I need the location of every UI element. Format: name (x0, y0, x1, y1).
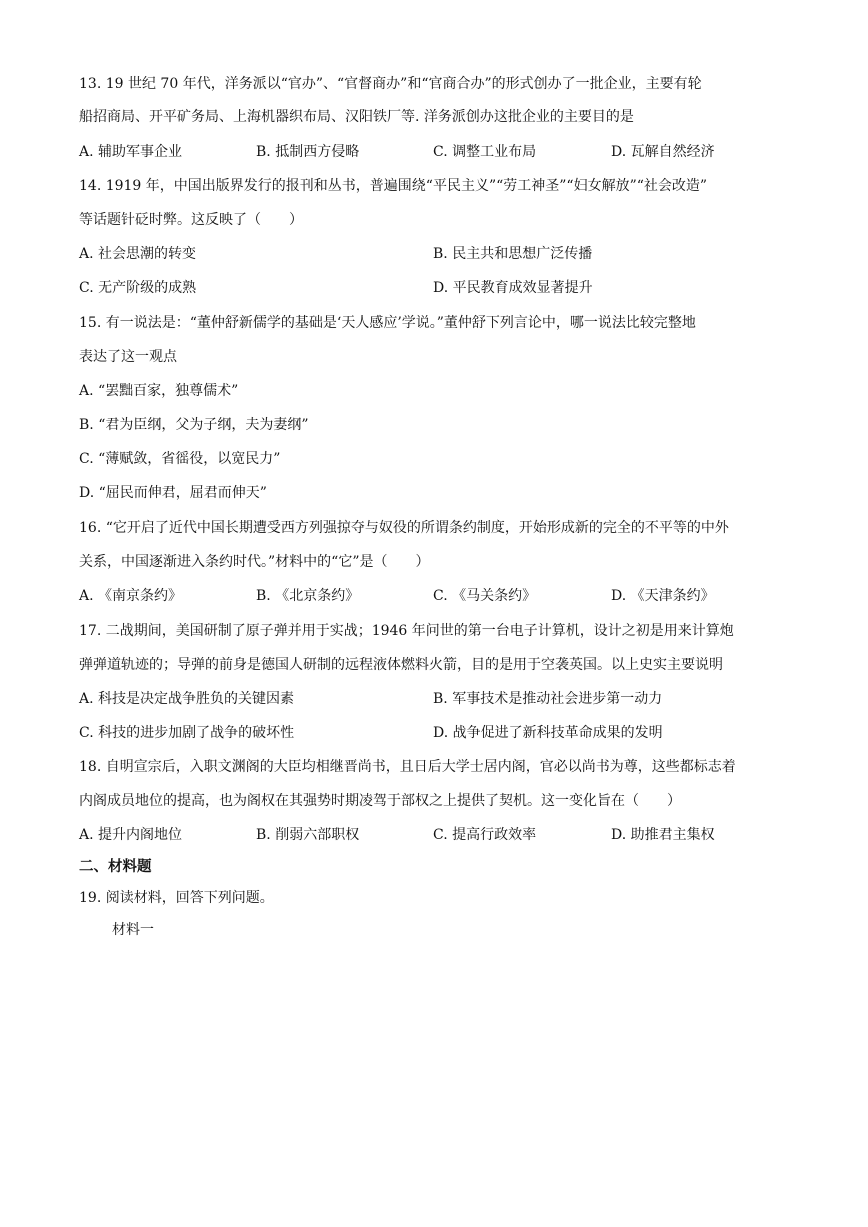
question-15-option-b: B. “君为臣纲，父为子纲，夫为妻纲” (79, 417, 309, 433)
question-17-text-line-1: 17. 二战期间，美国研制了原子弹并用于实战；1946 年问世的第一台电子计算机，设计之初是用来计算炮 (79, 623, 734, 639)
question-18-option-b: B. 削弱六部职权 (256, 827, 360, 843)
question-18-option-d: D. 助推君主集权 (611, 827, 715, 843)
question-16-option-b: B. 《北京条约》 (256, 588, 360, 604)
question-15-text-line-1: 15. 有一说法是：“董仲舒新儒学的基础是‘天人感应’学说。”董仲舒下列言论中，哪一说法比较完整地 (79, 315, 696, 331)
question-18-text-line-2: 内阁成员地位的提高，也为阁权在其强势时期凌驾于部权之上提供了契机。这一变化旨在（ ） (79, 793, 681, 809)
question-17-option-d: D. 战争促进了新科技革命成果的发明 (433, 725, 663, 741)
question-13-option-a: A. 辅助军事企业 (79, 144, 183, 160)
question-13-option-c: C. 调整工业布局 (433, 144, 537, 160)
question-16-text-line-1: 16. “它开启了近代中国长期遭受西方列强掠夺与奴役的所谓条约制度，开始形成新的完全的不平等的中外 (79, 520, 729, 536)
question-14-option-d: D. 平民教育成效显著提升 (433, 280, 593, 296)
question-15-option-d: D. “屈民而伸君，屈君而伸天” (79, 485, 267, 501)
question-14-text-line-2: 等话题针砭时弊。这反映了（ ） (79, 212, 303, 228)
question-15-text-line-2: 表达了这一观点 (79, 349, 177, 365)
question-16-option-a: A. 《南京条约》 (79, 588, 183, 604)
question-18-option-c: C. 提高行政效率 (433, 827, 537, 843)
question-13-option-d: D. 瓦解自然经济 (611, 144, 715, 160)
question-14-option-a: A. 社会思潮的转变 (79, 246, 197, 262)
section-heading-material-questions: 二、材料题 (79, 858, 152, 875)
question-15-option-c: C. “薄赋敛，省徭役，以宽民力” (79, 451, 281, 467)
question-17-text-line-2: 弹弹道轨迹的；导弹的前身是德国人研制的远程液体燃料火箭，目的是用于空袭英国。以上史实主要说明 (79, 657, 723, 673)
question-16-text-line-2: 关系，中国逐渐进入条约时代。”材料中的“它”是（ ） (79, 554, 430, 570)
question-13-text-line-2: 船招商局、开平矿务局、上海机器织布局、汉阳铁厂等. 洋务派创办这批企业的主要目的是 (79, 109, 634, 125)
question-17-option-a: A. 科技是决定战争胜负的关键因素 (79, 691, 295, 707)
question-13-text-line-1: 13. 19 世纪 70 年代，洋务派以“官办”、“官督商办”和“官商合办”的形式创办了一批企业，主要有轮 (79, 76, 702, 92)
question-17-option-c: C. 科技的进步加剧了战争的破坏性 (79, 725, 295, 741)
question-13-option-b: B. 抵制西方侵略 (256, 144, 360, 160)
question-19-material-label: 材料一 (112, 922, 154, 938)
question-16-option-c: C. 《马关条约》 (433, 588, 537, 604)
question-16-option-d: D. 《天津条约》 (611, 588, 715, 604)
question-18-text-line-1: 18. 自明宣宗后，入职文渊阁的大臣均相继晋尚书，且日后大学士居内阁，官必以尚书为尊，这些都标志着 (79, 759, 736, 775)
question-14-text-line-1: 14. 1919 年，中国出版界发行的报刊和丛书，普遍围绕“平民主义”“劳工神圣”“妇女解放”“社会改造” (79, 178, 708, 194)
question-19-text-line-1: 19. 阅读材料，回答下列问题。 (79, 890, 274, 906)
question-14-option-c: C. 无产阶级的成熟 (79, 280, 197, 296)
question-14-option-b: B. 民主共和思想广泛传播 (433, 246, 593, 262)
question-15-option-a: A. “罢黜百家，独尊儒术” (79, 383, 239, 399)
question-17-option-b: B. 军事技术是推动社会进步第一动力 (433, 691, 663, 707)
question-18-option-a: A. 提升内阁地位 (79, 827, 183, 843)
